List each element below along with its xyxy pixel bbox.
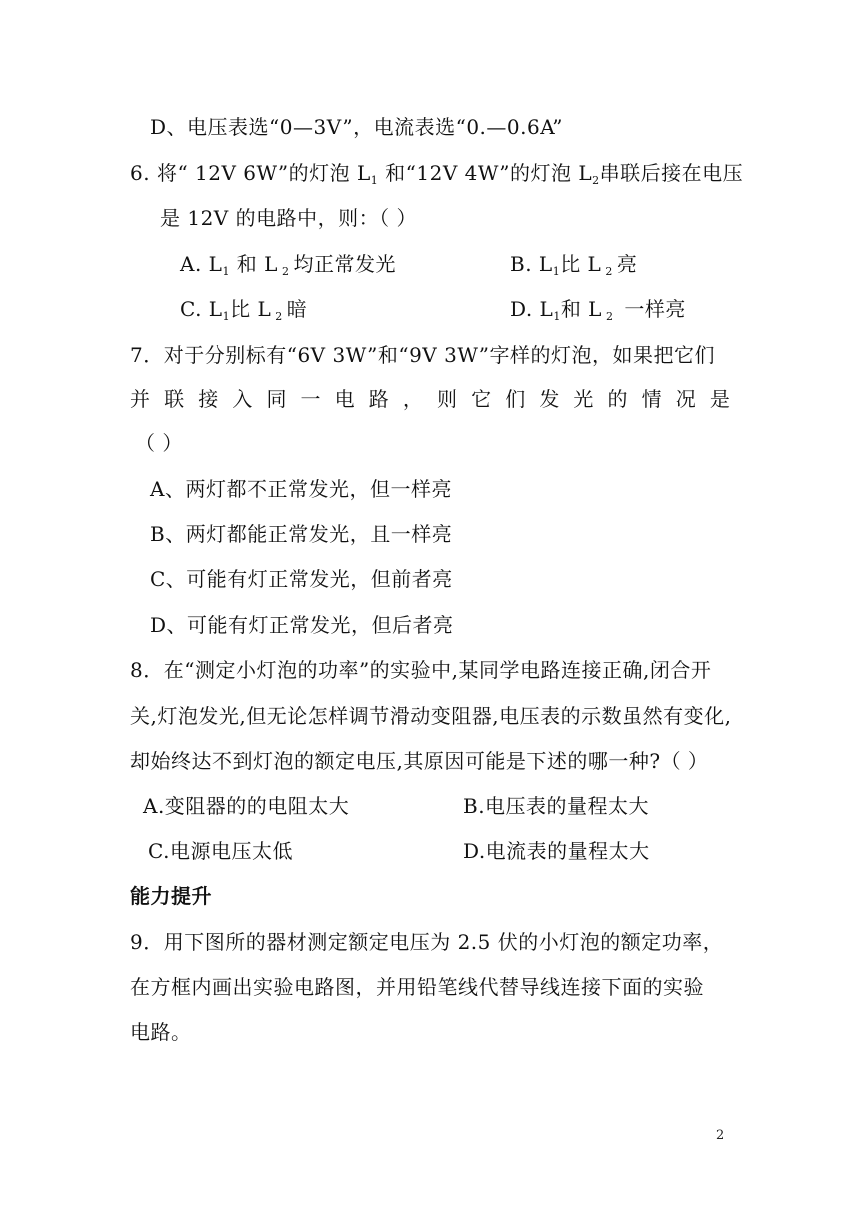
- q6-option-b: B. $L_1$比 L $_2$ 亮: [510, 252, 638, 278]
- q8-stem-line1: 8．在“测定小灯泡的功率”的实验中,某同学电路连接正确,闭合开: [130, 658, 712, 682]
- q7-stem-line3: （ ）: [135, 431, 183, 455]
- q7-option-a: A、两灯都不正常发光，但一样亮: [150, 477, 452, 501]
- q6-option-c: C. $L_1$比 L $_2$ 暗: [180, 297, 308, 323]
- q8-option-b: B.电压表的量程太大: [463, 794, 650, 818]
- q9-stem-line1: 9．用下图所的器材测定额定电压为 2.5 伏的小灯泡的额定功率，: [130, 930, 724, 954]
- q6-stem-line1: 6. 将“ 12V 6W”的灯泡 $L_1$ 和“12V 4W”的灯泡 $L_2$串联后接在电压: [130, 161, 744, 187]
- q5-option-d: D、电压表选“0—3V”，电流表选“0.—0.6A”: [150, 115, 563, 139]
- page-number: 2: [716, 1128, 725, 1143]
- q8-stem-line2: 关,灯泡发光,但无论怎样调节滑动变阻器,电压表的示数虽然有变化,: [130, 704, 732, 728]
- q6-option-a: A. $L_1$ 和 L $_2$ 均正常发光: [180, 252, 396, 278]
- q7-stem-line2: 并 联 接 入 同 一 电 路 ， 则 它 们 发 光 的 情 况 是: [130, 387, 730, 411]
- section-title: 能力提升: [130, 884, 212, 908]
- q8-option-c: C.电源电压太低: [148, 839, 293, 863]
- q7-option-b: B、两灯都能正常发光，且一样亮: [150, 522, 453, 546]
- q7-option-d: D、可能有灯正常发光，但后者亮: [150, 613, 454, 637]
- q8-option-d: D.电流表的量程太大: [463, 839, 650, 863]
- q7-option-c: C、可能有灯正常发光，但前者亮: [150, 567, 453, 591]
- q9-stem-line2: 在方框内画出实验电路图，并用铅笔线代替导线连接下面的实验: [130, 975, 704, 999]
- q8-stem-line3: 却始终达不到灯泡的额定电压,其原因可能是下述的哪一种?（ ）: [130, 749, 709, 773]
- q8-option-a: A.变阻器的的电阻太大: [143, 794, 350, 818]
- q6-option-d: D. $L_1$和 L $_2$ 一样亮: [510, 297, 686, 323]
- q7-stem-line1: 7．对于分别标有“6V 3W”和“9V 3W”字样的灯泡，如果把它们: [130, 343, 715, 367]
- q9-stem-line3: 电路。: [130, 1020, 192, 1044]
- q6-stem-line2: 是 12V 的电路中，则：（ ）: [160, 206, 417, 230]
